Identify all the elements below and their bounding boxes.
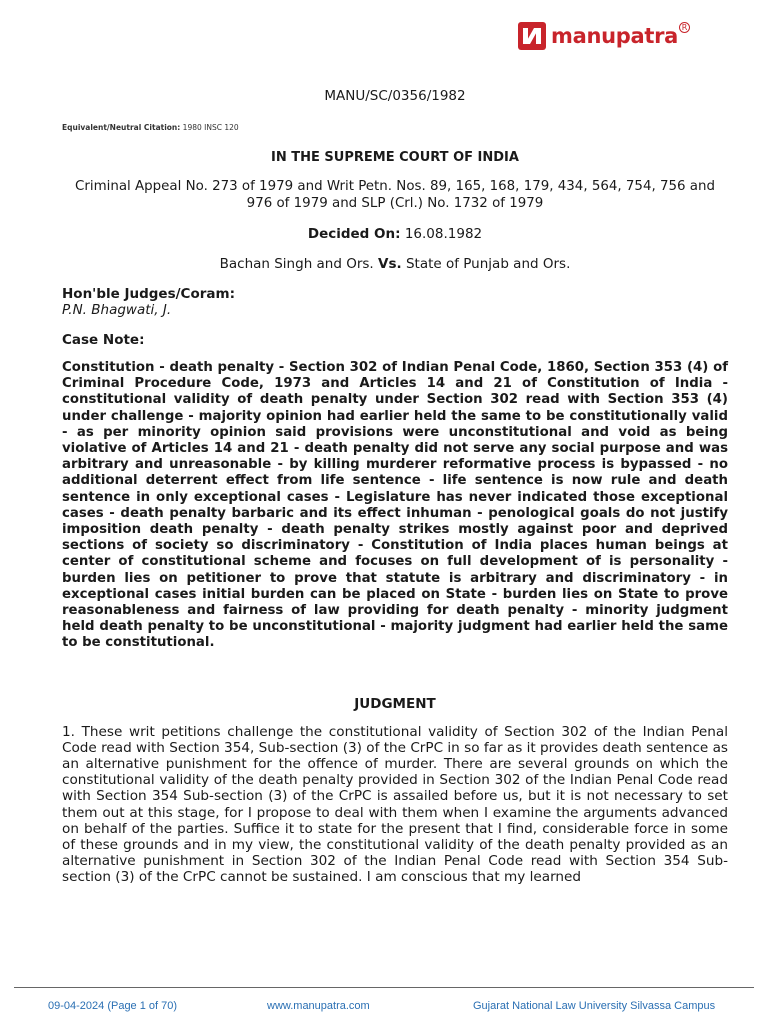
registered-mark: R (679, 22, 690, 33)
decided-on-date: 16.08.1982 (404, 226, 483, 242)
judgment-paragraph-1: 1. These writ petitions challenge the constitutional validity of Section 302 of the Indian Penal Code read with Section 354, Sub-section (3) of the CrPC in so far as it provides death sentence as an alternative punishment for the offence of murder. There are several grounds on which the constitutional validity of the death penalty provided in Section 302 of the Indian Penal Code read with Section 354 Sub-section (3) of the CrPC is assailed before us, but it is not necessary to set them out at this stage, for I propose to deal with them when I examine the arguments advanced on behalf of the parties. Suffice it to state for the present that I find, considerable force in some of these grounds and in my view, the constitutional validity of the death penalty provided as an alternative punishment in Section 302 of the Indian Penal Code read with Section 354 Sub-section (3) of the CrPC cannot be sustained. I am conscious that my learned (62, 723, 729, 886)
footer-divider (14, 987, 754, 988)
court-name: IN THE SUPREME COURT OF INDIA (271, 150, 519, 165)
footer-website-link[interactable]: www.manupatra.com (267, 1000, 370, 1012)
decided-on-label: Decided On: (307, 226, 401, 242)
case-note-heading: Case Note: (62, 332, 145, 348)
judges-names: P.N. Bhagwati, J. (62, 302, 172, 318)
case-note-text: Constitution - death penalty - Section 302 of Indian Penal Code, 1860, Section 353 (4) of Criminal Procedure Code, 1973 and Articles 14 and 21 of Constitution of India - constitutional validity of death penalty under Section 302 read with Section 353 (4) under challenge - majority opinion had earlier held the same to be constitutionally valid - as per minority opinion said provisions were unconstitutional and void as being violative of Articles 14 and 21 - death penalty did not serve any social purpose and was arbitrary and unreasonable - by killing murderer reformative process is bypassed - no additional deterrent effect from life sentence - life sentence is now rule and death sentence in only exceptional cases - Legislature has never indicated those exceptional cases - death penalty barbaric and its effect inhuman - penological goals do not justify imposition death penalty - death penalty strikes mostly against poor and deprived sections of society so discriminatory - Constitution of India places human beings at center of constitutional scheme and focuses on full development of is personality - burden lies on petitioner to prove that statute is arbitrary and discriminatory - in exceptional cases initial burden can be placed on State - burden lies on State to prove reasonableness and fairness of law providing for death penalty - minority judgment held death penalty to be unconstitutional - majority judgment had earlier held the same to be constitutional. (62, 360, 728, 651)
manupatra-logo-icon (518, 22, 546, 50)
judges-heading: Hon'ble Judges/Coram: (62, 286, 235, 302)
citation: MANU/SC/0356/1982 (324, 88, 466, 104)
document-body (62, 88, 728, 886)
equivalent-citation-label: Equivalent/Neutral Citation: (62, 123, 181, 132)
judgment-heading: JUDGMENT (354, 695, 436, 712)
parties (62, 256, 728, 272)
brand-name: manupatra (551, 24, 679, 48)
footer-date-page: 09-04-2024 (Page 1 of 70) (48, 1000, 178, 1012)
equivalent-citation (62, 123, 728, 132)
decided-on (62, 226, 728, 242)
brand-logo (518, 22, 690, 50)
equivalent-citation-value: 1980 INSC 120 (182, 123, 239, 132)
respondent: State of Punjab and Ors. (405, 256, 571, 272)
appeal-numbers: Criminal Appeal No. 273 of 1979 and Writ Petn. Nos. 89, 165, 168, 179, 434, 564, 754, 756 and 976 of 1979 and SLP (Crl.) No. 1732 of 1979 (75, 179, 715, 211)
footer-licensee: Gujarat National Law University Silvassa Campus (473, 1000, 716, 1012)
versus: Vs. (378, 256, 402, 272)
petitioner: Bachan Singh and Ors. (219, 256, 374, 272)
